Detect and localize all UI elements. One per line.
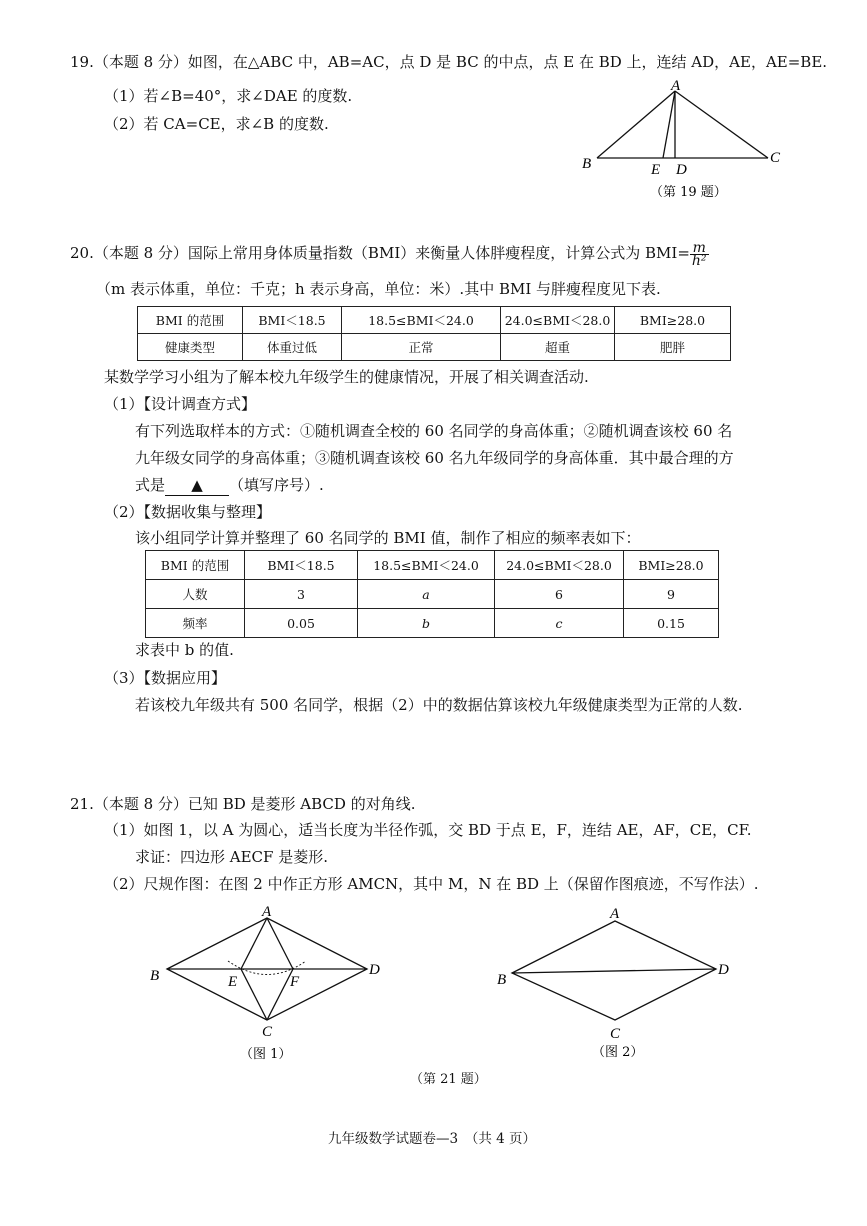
- q19-caption: （第 19 题）: [650, 185, 727, 200]
- table-row: [146, 551, 719, 580]
- table-row: [146, 609, 719, 638]
- bmi-type-table: [137, 306, 731, 361]
- q20-s1-line3: [135, 475, 324, 496]
- q21-caption: （第 21 题）: [410, 1072, 487, 1087]
- table-cell: BMI 的范围: [146, 551, 245, 580]
- table-cell: 超重: [501, 334, 615, 361]
- q20-intro: 某数学学习小组为了解本校九年级学生的健康情况，开展了相关调查活动.: [104, 368, 589, 386]
- q20-head-text: 20.（本题 8 分）国际上常用身体质量指数（BMI）来衡量人体胖瘦程度，计算公式为 BMI=: [70, 244, 690, 262]
- table-row: [138, 307, 731, 334]
- q21-figure-1: [140, 898, 400, 1068]
- q19-label-b: B: [582, 156, 592, 172]
- answer-blank: ▲: [165, 475, 229, 496]
- q20-line2: （m 表示体重，单位：千克；h 表示身高，单位：米）.其中 BMI 与胖瘦程度见下表.: [96, 280, 661, 298]
- q20-s1-line2: 九年级女同学的身高体重；③随机调查该校 60 名九年级同学的身高体重．其中最合理的方: [135, 449, 734, 467]
- q20-s2-ask: 求表中 b 的值.: [135, 641, 234, 659]
- q19-label-e: E: [651, 162, 661, 178]
- fraction-numerator: m: [690, 242, 709, 255]
- q21-p2: （2）尺规作图：在图 2 中作正方形 AMCN，其中 M，N 在 BD 上（保留作图痕迹，不写作法）.: [104, 875, 759, 893]
- table-cell: BMI＜18.5: [243, 307, 342, 334]
- q19-label-d: D: [676, 162, 687, 178]
- q20-s1-line3-pre: 式是: [135, 476, 166, 494]
- fig2-label-d: D: [718, 962, 729, 978]
- fig1-label-b: B: [150, 968, 160, 984]
- table-cell: 肥胖: [615, 334, 731, 361]
- q19-label-a: A: [671, 78, 681, 94]
- q21-p1-line2: 求证：四边形 AECF 是菱形.: [135, 848, 328, 866]
- table-cell: 3: [245, 580, 358, 609]
- fig2-label-b: B: [497, 972, 507, 988]
- table-cell: 24.0≤BMI＜28.0: [495, 551, 624, 580]
- table-cell: 6: [495, 580, 624, 609]
- table-cell: 24.0≤BMI＜28.0: [501, 307, 615, 334]
- q21-head: 21.（本题 8 分）已知 BD 是菱形 ABCD 的对角线.: [70, 795, 416, 813]
- table-cell: BMI 的范围: [138, 307, 243, 334]
- table-cell: BMI≥28.0: [615, 307, 731, 334]
- table-cell: 0.15: [624, 609, 719, 638]
- table-row: [146, 580, 719, 609]
- q20-head: [70, 240, 709, 267]
- table-cell: 0.05: [245, 609, 358, 638]
- table-cell: 18.5≤BMI＜24.0: [358, 551, 495, 580]
- fig1-label-f: F: [290, 974, 300, 990]
- table-cell: BMI＜18.5: [245, 551, 358, 580]
- fig2-caption: （图 2）: [592, 1045, 644, 1060]
- bmi-frequency-table: [145, 550, 719, 638]
- table-cell: 9: [624, 580, 719, 609]
- table-cell: 频率: [146, 609, 245, 638]
- q20-s1-title: （1）【设计调查方式】: [104, 395, 257, 413]
- q19-head: 19.（本题 8 分）如图，在△ABC 中，AB=AC，点 D 是 BC 的中点，点 E 在 BD 上，连结 AD，AE，AE=BE.: [70, 53, 828, 71]
- q20-s2-line1: 该小组同学计算并整理了 60 名同学的 BMI 值，制作了相应的频率表如下：: [135, 529, 641, 547]
- fig1-label-a: A: [262, 904, 272, 920]
- table-cell: 人数: [146, 580, 245, 609]
- fraction-denominator: h²: [691, 252, 707, 269]
- fig1-label-e: E: [228, 974, 238, 990]
- q21-p1-line1: （1）如图 1，以 A 为圆心，适当长度为半径作弧，交 BD 于点 E，F，连结 AE，AF，CE，CF.: [104, 821, 752, 839]
- table-cell: c: [495, 609, 624, 638]
- q20-s3-title: （3）【数据应用】: [104, 669, 227, 687]
- q19-part2: （2）若 CA=CE，求∠B 的度数.: [104, 115, 329, 133]
- bmi-formula-fraction: [690, 239, 709, 269]
- table-cell: b: [358, 609, 495, 638]
- fig1-label-d: D: [369, 962, 380, 978]
- q21-figure-2: [488, 898, 748, 1068]
- table-cell: a: [358, 580, 495, 609]
- table-cell: 体重过低: [243, 334, 342, 361]
- table-cell: 健康类型: [138, 334, 243, 361]
- table-row: [138, 334, 731, 361]
- page-footer: 九年级数学试题卷—3 （共 4 页）: [328, 1131, 537, 1147]
- q20-s1-line3-post: （填写序号）.: [229, 476, 324, 494]
- q20-s1-line1: 有下列选取样本的方式：①随机调查全校的 60 名同学的身高体重；②随机调查该校 60 名: [135, 422, 733, 440]
- table-cell: BMI≥28.0: [624, 551, 719, 580]
- q19-figure: [570, 78, 800, 203]
- q19-part1: （1）若∠B=40°，求∠DAE 的度数.: [104, 87, 353, 105]
- q20-s3-line1: 若该校九年级共有 500 名同学，根据（2）中的数据估算该校九年级健康类型为正常的人数.: [135, 696, 743, 714]
- fig1-caption: （图 1）: [240, 1047, 292, 1062]
- fig2-label-c: C: [610, 1026, 621, 1042]
- q19-label-c: C: [770, 150, 781, 166]
- q20-s2-title: （2）【数据收集与整理】: [104, 503, 272, 521]
- fig2-label-a: A: [610, 906, 620, 922]
- table-cell: 正常: [342, 334, 501, 361]
- table-cell: 18.5≤BMI＜24.0: [342, 307, 501, 334]
- fig1-label-c: C: [262, 1024, 273, 1040]
